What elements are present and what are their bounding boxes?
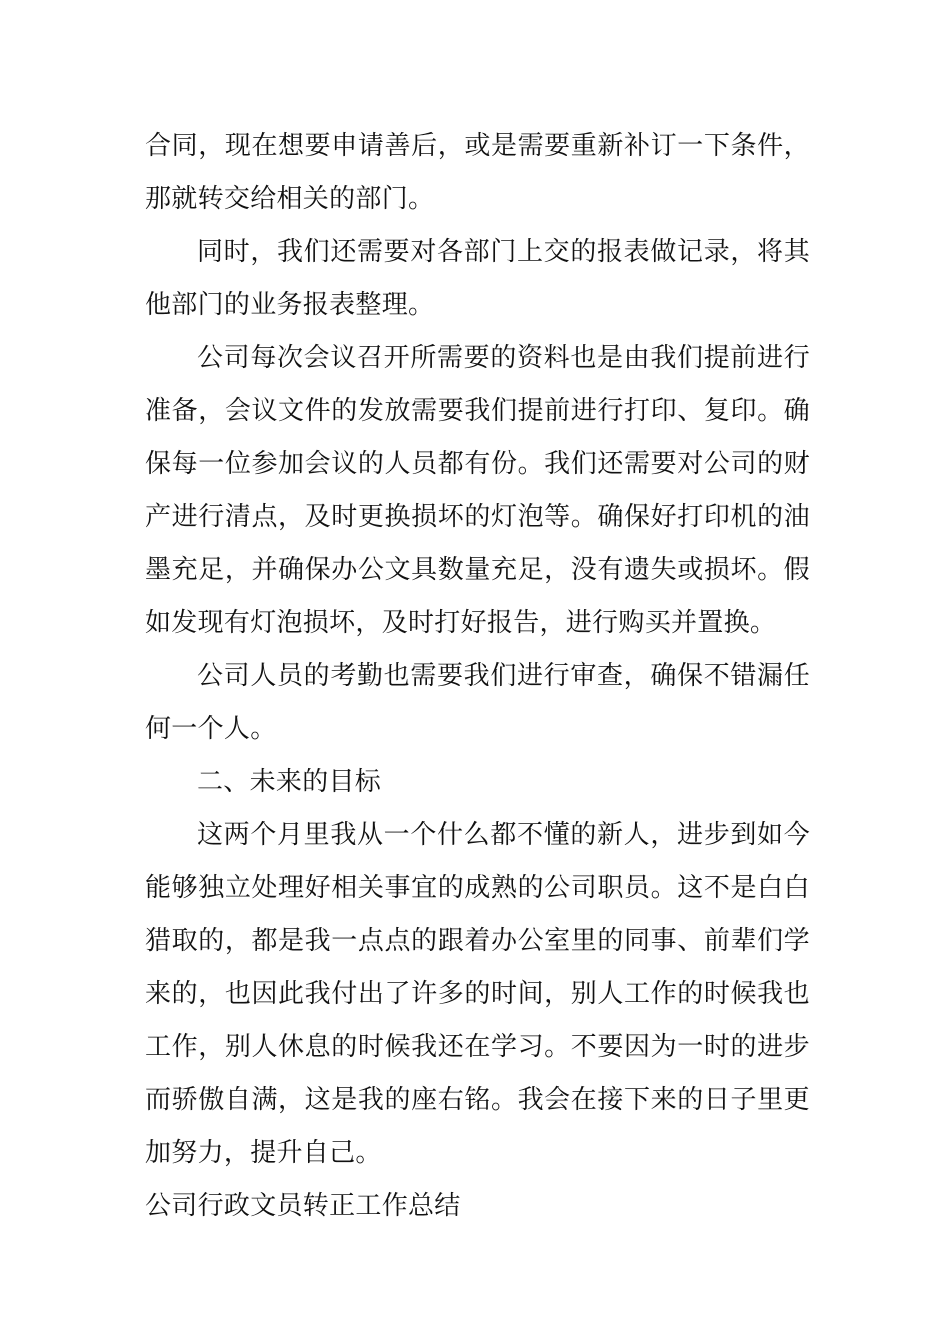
paragraph-meeting-preparation: 公司每次会议召开所需要的资料也是由我们提前进行准备，会议文件的发放需要我们提前进行打印、复印。确保每一位参加会议的人员都有份。我们还需要对公司的财产进行清点，及时更换损坏的灯泡等。确保好打印机的油墨充足，并确保办公文具数量充足，没有遗失或损坏。假如发现有灯泡损坏，及时打好报告，进行购买并置换。 xyxy=(145,343,810,638)
paragraph-contract-continuation: 合同，现在想要申请善后，或是需要重新补订一下条件，那就转交给相关的部门。 xyxy=(145,131,810,214)
document-title-next: 公司行政文员转正工作总结 xyxy=(145,1191,461,1221)
document-body xyxy=(145,120,810,1233)
paragraph-progress-summary: 这两个月里我从一个什么都不懂的新人，进步到如今能够独立处理好相关事宜的成熟的公司职员。这不是白白猎取的，都是我一点点的跟着办公室里的同事、前辈们学来的，也因此我付出了许多的时间，别人工作的时候我也工作，别人休息的时候我还在学习。不要因为一时的进步而骄傲自满，这是我的座右铭。我会在接下来的日子里更加努力，提升自己。 xyxy=(145,820,810,1168)
section-heading-future-goals: 二、未来的目标 xyxy=(197,767,382,797)
paragraph-report-records: 同时，我们还需要对各部门上交的报表做记录，将其他部门的业务报表整理。 xyxy=(145,237,810,320)
paragraph-attendance-review: 公司人员的考勤也需要我们进行审查，确保不错漏任何一个人。 xyxy=(145,661,810,744)
